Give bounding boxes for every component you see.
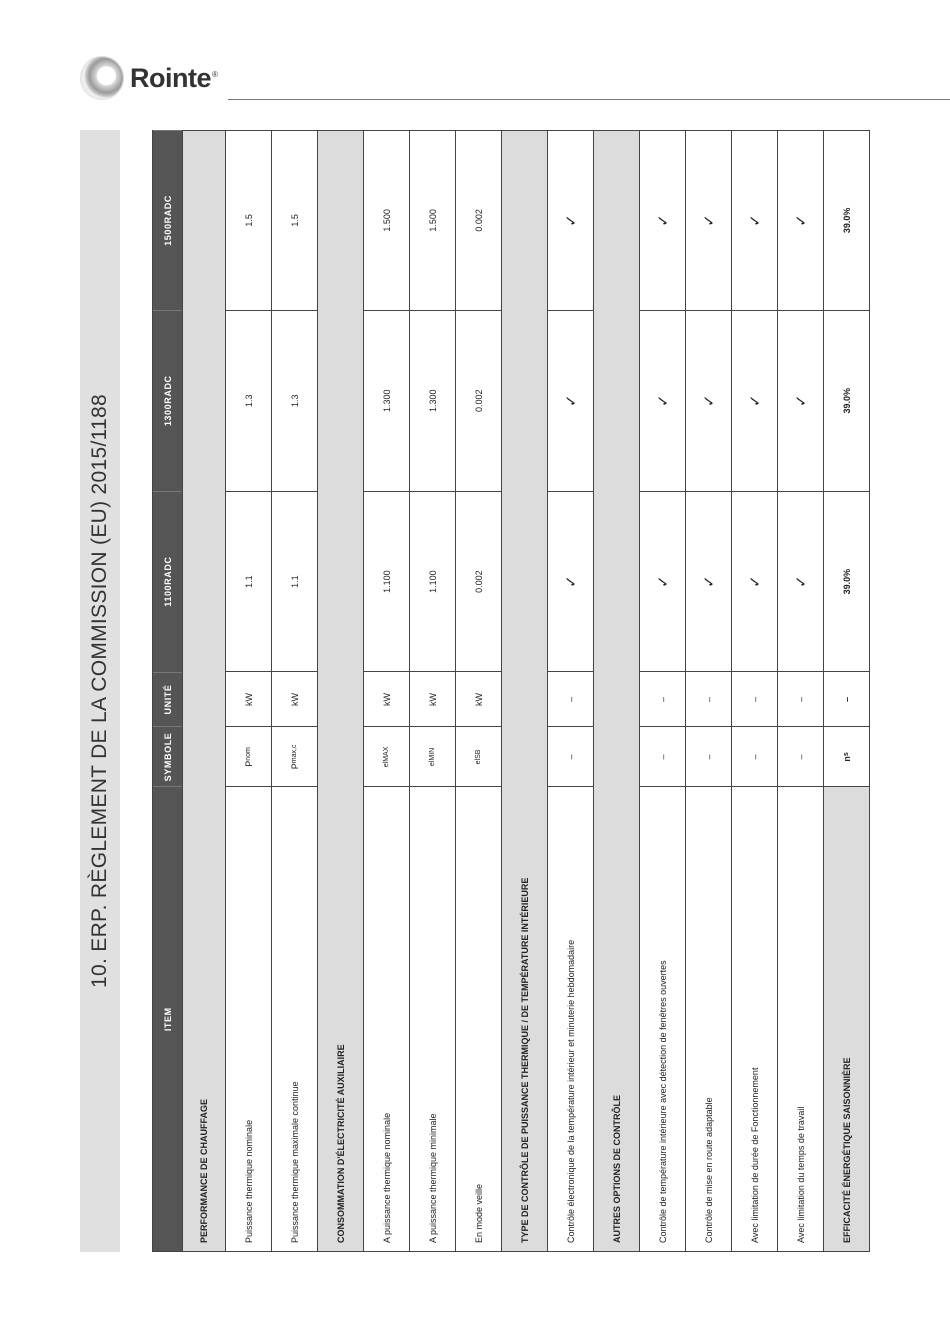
row-item: Contrôle de température intérieure avec détection de fenêtres ouvertes xyxy=(640,786,685,1251)
row-unit: – xyxy=(824,672,869,727)
row-value xyxy=(732,130,777,310)
row-symbol: – xyxy=(640,726,685,786)
row-value: 0.002 xyxy=(456,310,501,491)
row-value xyxy=(640,310,685,491)
row-value: 39.0% xyxy=(824,491,869,672)
row-value xyxy=(732,491,777,672)
check-icon: ✓ xyxy=(746,394,764,408)
row-value: 1.300 xyxy=(364,310,409,491)
row-value xyxy=(778,130,823,310)
col-unit-header: UNITÉ xyxy=(153,672,182,727)
check-icon: ✓ xyxy=(654,575,672,588)
row-item: A puissance thermique nominale xyxy=(364,786,409,1251)
row-value xyxy=(686,130,731,310)
row-value: 1.1 xyxy=(272,491,317,672)
col-model-header: 1500RADC xyxy=(153,130,182,310)
row-value xyxy=(686,310,731,491)
row-symbol: el SB xyxy=(456,726,501,786)
table-row xyxy=(364,130,410,1251)
col-model-header: 1100RADC xyxy=(153,491,182,672)
col-model-header: 1300RADC xyxy=(153,310,182,491)
row-value: 1.300 xyxy=(410,310,455,491)
check-icon: ✓ xyxy=(562,394,580,408)
header-rule xyxy=(228,99,950,100)
row-value: 0.002 xyxy=(456,130,501,310)
col-item-header: ITEM xyxy=(153,786,182,1251)
check-icon: ✓ xyxy=(562,214,580,227)
row-value: 39.0% xyxy=(824,130,869,310)
row-unit: – xyxy=(686,672,731,727)
row-unit: kW xyxy=(364,672,409,727)
check-icon: ✓ xyxy=(746,214,764,227)
row-item: Avec limitation de durée de Fonctionnement xyxy=(732,786,777,1251)
row-symbol: P nom xyxy=(226,726,271,786)
check-icon: ✓ xyxy=(792,394,810,408)
row-value: 1.3 xyxy=(272,310,317,491)
row-symbol: el MIN xyxy=(410,726,455,786)
row-symbol: – xyxy=(686,726,731,786)
section-title: PERFORMANCE DE CHAUFFAGE xyxy=(183,130,225,1251)
check-icon: ✓ xyxy=(700,214,718,227)
check-icon: ✓ xyxy=(654,214,672,227)
section-row xyxy=(594,130,640,1251)
col-symbol-header: SYMBOLE xyxy=(153,726,182,786)
row-item: A puissance thermique minimale xyxy=(410,786,455,1251)
row-unit: kW xyxy=(410,672,455,727)
row-value xyxy=(778,491,823,672)
row-unit: – xyxy=(732,672,777,727)
row-value: 0.002 xyxy=(456,491,501,672)
check-icon: ✓ xyxy=(746,575,764,588)
brand-name: Rointe® xyxy=(130,62,218,93)
row-value: 1.3 xyxy=(226,310,271,491)
page-title: 10. ERP. RÈGLEMENT DE LA COMMISSION (EU) 2015/1188 xyxy=(88,394,111,988)
row-item: Puissance thermique nominale xyxy=(226,786,271,1251)
row-value: 1.5 xyxy=(226,130,271,310)
row-unit: – xyxy=(640,672,685,727)
table-row xyxy=(778,130,824,1251)
row-value: 1.100 xyxy=(364,491,409,672)
section-row xyxy=(183,130,226,1251)
table-row xyxy=(686,130,732,1251)
row-item: Avec limitation du temps de travail xyxy=(778,786,823,1251)
row-item: En mode veille xyxy=(456,786,501,1251)
table-row xyxy=(732,130,778,1251)
section-title: TYPE DE CONTRÔLE DE PUISSANCE THERMIQUE / DE TEMPÉRATURE INTÉRIEURE xyxy=(502,130,547,1251)
check-icon: ✓ xyxy=(700,394,718,408)
table-row xyxy=(226,130,272,1251)
row-value: 39.0% xyxy=(824,310,869,491)
table-row xyxy=(410,130,456,1251)
row-value xyxy=(640,491,685,672)
row-unit: – xyxy=(778,672,823,727)
section-row xyxy=(318,130,364,1251)
check-icon: ✓ xyxy=(562,575,580,588)
row-value xyxy=(548,310,593,491)
row-symbol: P max,c xyxy=(272,726,317,786)
row-item: Contrôle électronique de la température intérieur et minuterie hebdomadaire xyxy=(548,786,593,1251)
check-icon: ✓ xyxy=(792,214,810,227)
section-row xyxy=(502,130,548,1251)
section-title: AUTRES OPTIONS DE CONTRÔLE xyxy=(594,130,639,1251)
row-symbol: n s xyxy=(824,726,869,786)
brand-logo xyxy=(80,52,217,104)
row-value: 1.5 xyxy=(272,130,317,310)
row-value xyxy=(732,310,777,491)
row-value xyxy=(548,130,593,310)
row-symbol: – xyxy=(732,726,777,786)
row-item: EFFICACITÉ ÉNERGÉTIQUE SAISONNIÈRE xyxy=(824,786,869,1251)
table-row xyxy=(272,130,318,1251)
row-symbol: el MAX xyxy=(364,726,409,786)
row-value xyxy=(548,491,593,672)
row-value xyxy=(640,130,685,310)
section-title: CONSOMMATION D'ÉLECTRICITÉ AUXILIAIRE xyxy=(318,130,363,1251)
table-row xyxy=(548,130,594,1251)
row-unit: kW xyxy=(226,672,271,727)
logo-ring-icon xyxy=(80,56,124,100)
table-row-final xyxy=(824,130,870,1251)
table-row xyxy=(456,130,502,1251)
row-symbol: – xyxy=(548,726,593,786)
row-value: 1.500 xyxy=(364,130,409,310)
table-header-row xyxy=(153,130,183,1251)
row-unit: kW xyxy=(272,672,317,727)
row-item: Contrôle de mise en route adaptable xyxy=(686,786,731,1251)
row-value: 1.100 xyxy=(410,491,455,672)
row-unit: – xyxy=(548,672,593,727)
row-symbol: – xyxy=(778,726,823,786)
row-value: 1.500 xyxy=(410,130,455,310)
row-item: Puissance thermique maximale continue xyxy=(272,786,317,1251)
title-band xyxy=(80,130,120,1252)
row-value xyxy=(778,310,823,491)
table-row xyxy=(640,130,686,1251)
check-icon: ✓ xyxy=(700,575,718,588)
row-value: 1.1 xyxy=(226,491,271,672)
row-unit: kW xyxy=(456,672,501,727)
row-value xyxy=(686,491,731,672)
check-icon: ✓ xyxy=(654,394,672,408)
erp-table xyxy=(152,130,870,1252)
check-icon: ✓ xyxy=(792,575,810,588)
